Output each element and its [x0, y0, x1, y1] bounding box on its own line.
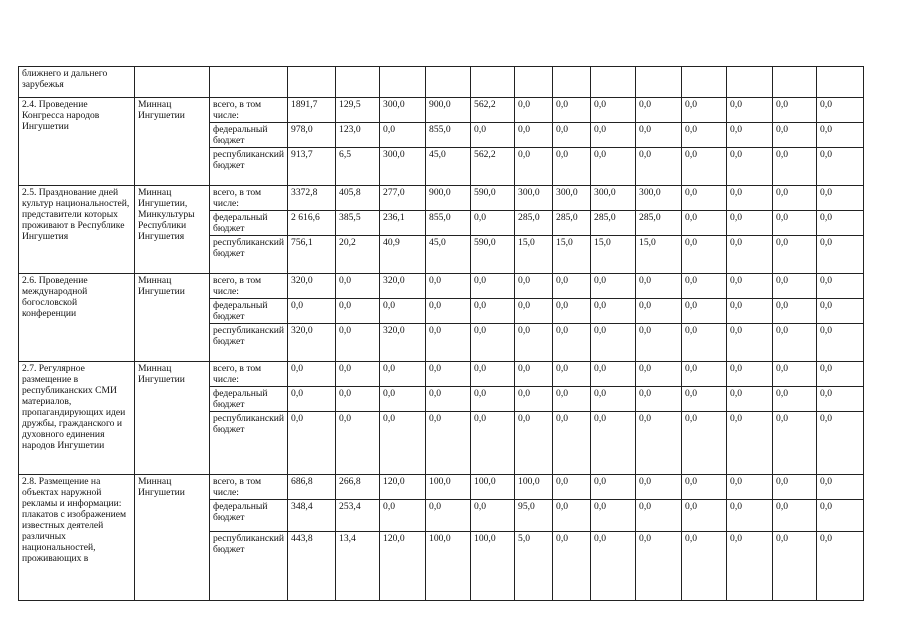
- value-cell: 0,0: [553, 475, 591, 500]
- value-cell: 0,0: [336, 362, 380, 387]
- empty-cell: [380, 67, 426, 98]
- value-cell: 0,0: [553, 98, 591, 123]
- value-cell: 320,0: [380, 324, 426, 362]
- value-cell: 590,0: [471, 186, 515, 211]
- value-cell: 0,0: [773, 211, 817, 236]
- value-cell: 0,0: [727, 362, 773, 387]
- value-cell: 15,0: [636, 236, 682, 274]
- value-cell: 0,0: [682, 98, 727, 123]
- value-cell: 0,0: [553, 412, 591, 475]
- value-cell: 0,0: [471, 324, 515, 362]
- value-cell: 0,0: [591, 362, 636, 387]
- measure-cell: 2.6. Проведение международной богословской конференции: [19, 274, 135, 362]
- value-cell: 562,2: [471, 98, 515, 123]
- value-cell: 385,5: [336, 211, 380, 236]
- value-cell: 0,0: [591, 123, 636, 148]
- value-cell: 0,0: [773, 98, 817, 123]
- empty-cell: [727, 67, 773, 98]
- value-cell: 0,0: [682, 475, 727, 500]
- value-cell: 0,0: [591, 299, 636, 324]
- value-cell: 0,0: [426, 299, 471, 324]
- executor-cell: Миннац Ингушетии: [135, 274, 210, 362]
- value-cell: 0,0: [682, 387, 727, 412]
- value-cell: 0,0: [727, 211, 773, 236]
- value-cell: 1891,7: [288, 98, 336, 123]
- value-cell: 0,0: [515, 299, 553, 324]
- value-cell: 0,0: [426, 412, 471, 475]
- value-cell: 0,0: [682, 412, 727, 475]
- value-cell: 0,0: [636, 324, 682, 362]
- funding-source-cell: всего, в том числе:: [210, 475, 288, 500]
- value-cell: 6,5: [336, 148, 380, 186]
- value-cell: 285,0: [515, 211, 553, 236]
- value-cell: 0,0: [553, 532, 591, 601]
- value-cell: 0,0: [636, 274, 682, 299]
- value-cell: 2 616,6: [288, 211, 336, 236]
- value-cell: 0,0: [773, 274, 817, 299]
- value-cell: 0,0: [682, 186, 727, 211]
- value-cell: 0,0: [727, 500, 773, 532]
- value-cell: 0,0: [471, 387, 515, 412]
- value-cell: 320,0: [288, 324, 336, 362]
- value-cell: 0,0: [727, 475, 773, 500]
- value-cell: 0,0: [636, 412, 682, 475]
- funding-source-cell: федеральный бюджет: [210, 299, 288, 324]
- value-cell: 0,0: [682, 362, 727, 387]
- value-cell: 320,0: [380, 274, 426, 299]
- value-cell: 0,0: [817, 362, 864, 387]
- value-cell: 0,0: [817, 123, 864, 148]
- value-cell: 0,0: [817, 148, 864, 186]
- value-cell: 0,0: [636, 475, 682, 500]
- value-cell: 0,0: [380, 123, 426, 148]
- value-cell: 0,0: [773, 123, 817, 148]
- value-cell: 0,0: [773, 299, 817, 324]
- value-cell: 0,0: [636, 98, 682, 123]
- value-cell: 443,8: [288, 532, 336, 601]
- value-cell: 285,0: [591, 211, 636, 236]
- value-cell: 0,0: [553, 148, 591, 186]
- measure-cell: ближнего и дальнего зарубежья: [19, 67, 135, 98]
- budget-table: [18, 66, 864, 601]
- value-cell: 0,0: [380, 387, 426, 412]
- value-cell: 236,1: [380, 211, 426, 236]
- empty-cell: [288, 67, 336, 98]
- value-cell: 0,0: [426, 274, 471, 299]
- value-cell: 320,0: [288, 274, 336, 299]
- value-cell: 300,0: [636, 186, 682, 211]
- value-cell: 0,0: [288, 299, 336, 324]
- empty-cell: [336, 67, 380, 98]
- value-cell: 15,0: [591, 236, 636, 274]
- value-cell: 0,0: [288, 387, 336, 412]
- value-cell: 562,2: [471, 148, 515, 186]
- value-cell: 0,0: [817, 412, 864, 475]
- value-cell: 0,0: [426, 324, 471, 362]
- value-cell: 100,0: [471, 475, 515, 500]
- value-cell: 123,0: [336, 123, 380, 148]
- value-cell: 0,0: [380, 299, 426, 324]
- value-cell: 0,0: [682, 274, 727, 299]
- funding-source-cell: федеральный бюджет: [210, 500, 288, 532]
- measure-cell: 2.4. Проведение Конгресса народов Ингушетии: [19, 98, 135, 186]
- value-cell: 120,0: [380, 532, 426, 601]
- table-row: [19, 98, 864, 123]
- value-cell: 100,0: [426, 475, 471, 500]
- value-cell: 0,0: [591, 274, 636, 299]
- value-cell: 0,0: [591, 98, 636, 123]
- value-cell: 0,0: [591, 475, 636, 500]
- value-cell: 0,0: [553, 274, 591, 299]
- value-cell: 0,0: [553, 387, 591, 412]
- value-cell: 0,0: [773, 500, 817, 532]
- value-cell: 5,0: [515, 532, 553, 601]
- value-cell: 0,0: [636, 299, 682, 324]
- funding-source-cell: республиканский бюджет: [210, 532, 288, 601]
- value-cell: 0,0: [727, 532, 773, 601]
- table-row: [19, 186, 864, 211]
- empty-cell: [636, 67, 682, 98]
- value-cell: 0,0: [727, 274, 773, 299]
- value-cell: 0,0: [336, 299, 380, 324]
- value-cell: 40,9: [380, 236, 426, 274]
- value-cell: 0,0: [553, 324, 591, 362]
- value-cell: 45,0: [426, 236, 471, 274]
- value-cell: 0,0: [515, 123, 553, 148]
- funding-source-cell: федеральный бюджет: [210, 387, 288, 412]
- value-cell: 0,0: [682, 123, 727, 148]
- value-cell: 0,0: [380, 412, 426, 475]
- funding-source-cell: республиканский бюджет: [210, 148, 288, 186]
- table-row: [19, 362, 864, 387]
- empty-cell: [426, 67, 471, 98]
- value-cell: 0,0: [817, 274, 864, 299]
- funding-source-cell: всего, в том числе:: [210, 274, 288, 299]
- value-cell: 0,0: [727, 98, 773, 123]
- value-cell: 900,0: [426, 98, 471, 123]
- value-cell: 0,0: [288, 412, 336, 475]
- value-cell: 0,0: [336, 324, 380, 362]
- value-cell: 0,0: [553, 123, 591, 148]
- value-cell: 0,0: [636, 387, 682, 412]
- value-cell: 0,0: [380, 362, 426, 387]
- empty-cell: [773, 67, 817, 98]
- value-cell: 405,8: [336, 186, 380, 211]
- executor-cell: Миннац Ингушетии: [135, 362, 210, 475]
- funding-source-cell: республиканский бюджет: [210, 412, 288, 475]
- value-cell: 0,0: [515, 387, 553, 412]
- funding-source-cell: всего, в том числе:: [210, 186, 288, 211]
- table-row: [19, 475, 864, 500]
- value-cell: 855,0: [426, 123, 471, 148]
- value-cell: 0,0: [553, 362, 591, 387]
- value-cell: 0,0: [515, 412, 553, 475]
- value-cell: 100,0: [515, 475, 553, 500]
- executor-cell: Миннац Ингушетии: [135, 98, 210, 186]
- measure-cell: 2.8. Размещение на объектах наружной рекламы и информации: плакатов с изображением известных деятелей различных национальностей, проживающих в: [19, 475, 135, 601]
- value-cell: 0,0: [636, 123, 682, 148]
- empty-cell: [553, 67, 591, 98]
- value-cell: 20,2: [336, 236, 380, 274]
- value-cell: 0,0: [591, 412, 636, 475]
- value-cell: 900,0: [426, 186, 471, 211]
- value-cell: 0,0: [773, 387, 817, 412]
- value-cell: 0,0: [682, 211, 727, 236]
- value-cell: 0,0: [773, 362, 817, 387]
- value-cell: 0,0: [591, 148, 636, 186]
- value-cell: 0,0: [727, 324, 773, 362]
- value-cell: 0,0: [817, 532, 864, 601]
- value-cell: 0,0: [682, 236, 727, 274]
- value-cell: 0,0: [636, 500, 682, 532]
- value-cell: 0,0: [682, 299, 727, 324]
- value-cell: 0,0: [817, 299, 864, 324]
- value-cell: 15,0: [553, 236, 591, 274]
- value-cell: 0,0: [727, 236, 773, 274]
- value-cell: 0,0: [682, 148, 727, 186]
- value-cell: 0,0: [773, 475, 817, 500]
- value-cell: 13,4: [336, 532, 380, 601]
- value-cell: 0,0: [471, 299, 515, 324]
- value-cell: 0,0: [426, 500, 471, 532]
- value-cell: 855,0: [426, 211, 471, 236]
- value-cell: 0,0: [515, 274, 553, 299]
- value-cell: 0,0: [682, 324, 727, 362]
- value-cell: 0,0: [773, 412, 817, 475]
- value-cell: 0,0: [553, 500, 591, 532]
- value-cell: 0,0: [682, 532, 727, 601]
- value-cell: 95,0: [515, 500, 553, 532]
- value-cell: 590,0: [471, 236, 515, 274]
- measure-cell: 2.7. Регулярное размещение в республиканских СМИ материалов, пропагандирующих идеи дружбы, гражданского и духовного единения народов Ингушетии: [19, 362, 135, 475]
- value-cell: 0,0: [636, 148, 682, 186]
- value-cell: 253,4: [336, 500, 380, 532]
- value-cell: 0,0: [636, 362, 682, 387]
- value-cell: 0,0: [471, 500, 515, 532]
- value-cell: 913,7: [288, 148, 336, 186]
- value-cell: 129,5: [336, 98, 380, 123]
- value-cell: 0,0: [471, 412, 515, 475]
- value-cell: 0,0: [515, 148, 553, 186]
- value-cell: 45,0: [426, 148, 471, 186]
- value-cell: 0,0: [773, 148, 817, 186]
- measure-cell: 2.5. Празднование дней культур национальностей, представители которых проживают в Республике Ингушетия: [19, 186, 135, 274]
- executor-cell: Миннац Ингушетии, Минкультуры Республики Ингушетия: [135, 186, 210, 274]
- value-cell: 0,0: [426, 362, 471, 387]
- value-cell: 0,0: [817, 475, 864, 500]
- value-cell: 0,0: [636, 532, 682, 601]
- value-cell: 3372,8: [288, 186, 336, 211]
- funding-source-cell: республиканский бюджет: [210, 236, 288, 274]
- empty-cell: [515, 67, 553, 98]
- value-cell: 100,0: [426, 532, 471, 601]
- value-cell: 0,0: [682, 500, 727, 532]
- value-cell: 348,4: [288, 500, 336, 532]
- value-cell: 15,0: [515, 236, 553, 274]
- value-cell: 0,0: [727, 387, 773, 412]
- value-cell: 0,0: [773, 236, 817, 274]
- table-body: [19, 67, 864, 601]
- value-cell: 0,0: [817, 387, 864, 412]
- value-cell: 686,8: [288, 475, 336, 500]
- value-cell: 285,0: [636, 211, 682, 236]
- value-cell: 0,0: [591, 532, 636, 601]
- value-cell: 0,0: [727, 299, 773, 324]
- value-cell: 0,0: [817, 211, 864, 236]
- value-cell: 0,0: [817, 98, 864, 123]
- value-cell: 0,0: [515, 362, 553, 387]
- value-cell: 756,1: [288, 236, 336, 274]
- value-cell: 300,0: [380, 98, 426, 123]
- value-cell: 0,0: [336, 412, 380, 475]
- value-cell: 300,0: [380, 148, 426, 186]
- value-cell: 300,0: [591, 186, 636, 211]
- continuation-row: [19, 67, 864, 98]
- value-cell: 120,0: [380, 475, 426, 500]
- value-cell: 300,0: [515, 186, 553, 211]
- value-cell: 100,0: [471, 532, 515, 601]
- empty-cell: [210, 67, 288, 98]
- value-cell: 0,0: [817, 186, 864, 211]
- value-cell: 266,8: [336, 475, 380, 500]
- funding-source-cell: всего, в том числе:: [210, 362, 288, 387]
- value-cell: 0,0: [471, 362, 515, 387]
- empty-cell: [817, 67, 864, 98]
- funding-source-cell: республиканский бюджет: [210, 324, 288, 362]
- value-cell: 0,0: [773, 186, 817, 211]
- value-cell: 0,0: [591, 324, 636, 362]
- value-cell: 285,0: [553, 211, 591, 236]
- value-cell: 0,0: [817, 500, 864, 532]
- value-cell: 0,0: [553, 299, 591, 324]
- value-cell: 0,0: [471, 274, 515, 299]
- executor-cell: Миннац Ингушетии: [135, 475, 210, 601]
- value-cell: 0,0: [817, 324, 864, 362]
- value-cell: 0,0: [817, 236, 864, 274]
- value-cell: 0,0: [591, 387, 636, 412]
- value-cell: 0,0: [727, 412, 773, 475]
- empty-cell: [591, 67, 636, 98]
- value-cell: 0,0: [773, 532, 817, 601]
- funding-source-cell: федеральный бюджет: [210, 211, 288, 236]
- value-cell: 0,0: [380, 500, 426, 532]
- value-cell: 0,0: [773, 324, 817, 362]
- value-cell: 0,0: [727, 148, 773, 186]
- value-cell: 0,0: [336, 274, 380, 299]
- value-cell: 300,0: [553, 186, 591, 211]
- value-cell: 0,0: [336, 387, 380, 412]
- value-cell: 277,0: [380, 186, 426, 211]
- empty-cell: [471, 67, 515, 98]
- value-cell: 0,0: [727, 123, 773, 148]
- funding-source-cell: федеральный бюджет: [210, 123, 288, 148]
- value-cell: 0,0: [515, 98, 553, 123]
- table-row: [19, 274, 864, 299]
- empty-cell: [135, 67, 210, 98]
- value-cell: 0,0: [288, 362, 336, 387]
- funding-source-cell: всего, в том числе:: [210, 98, 288, 123]
- value-cell: 0,0: [471, 123, 515, 148]
- value-cell: 0,0: [515, 324, 553, 362]
- value-cell: 0,0: [471, 211, 515, 236]
- value-cell: 0,0: [591, 500, 636, 532]
- value-cell: 978,0: [288, 123, 336, 148]
- empty-cell: [682, 67, 727, 98]
- value-cell: 0,0: [727, 186, 773, 211]
- value-cell: 0,0: [426, 387, 471, 412]
